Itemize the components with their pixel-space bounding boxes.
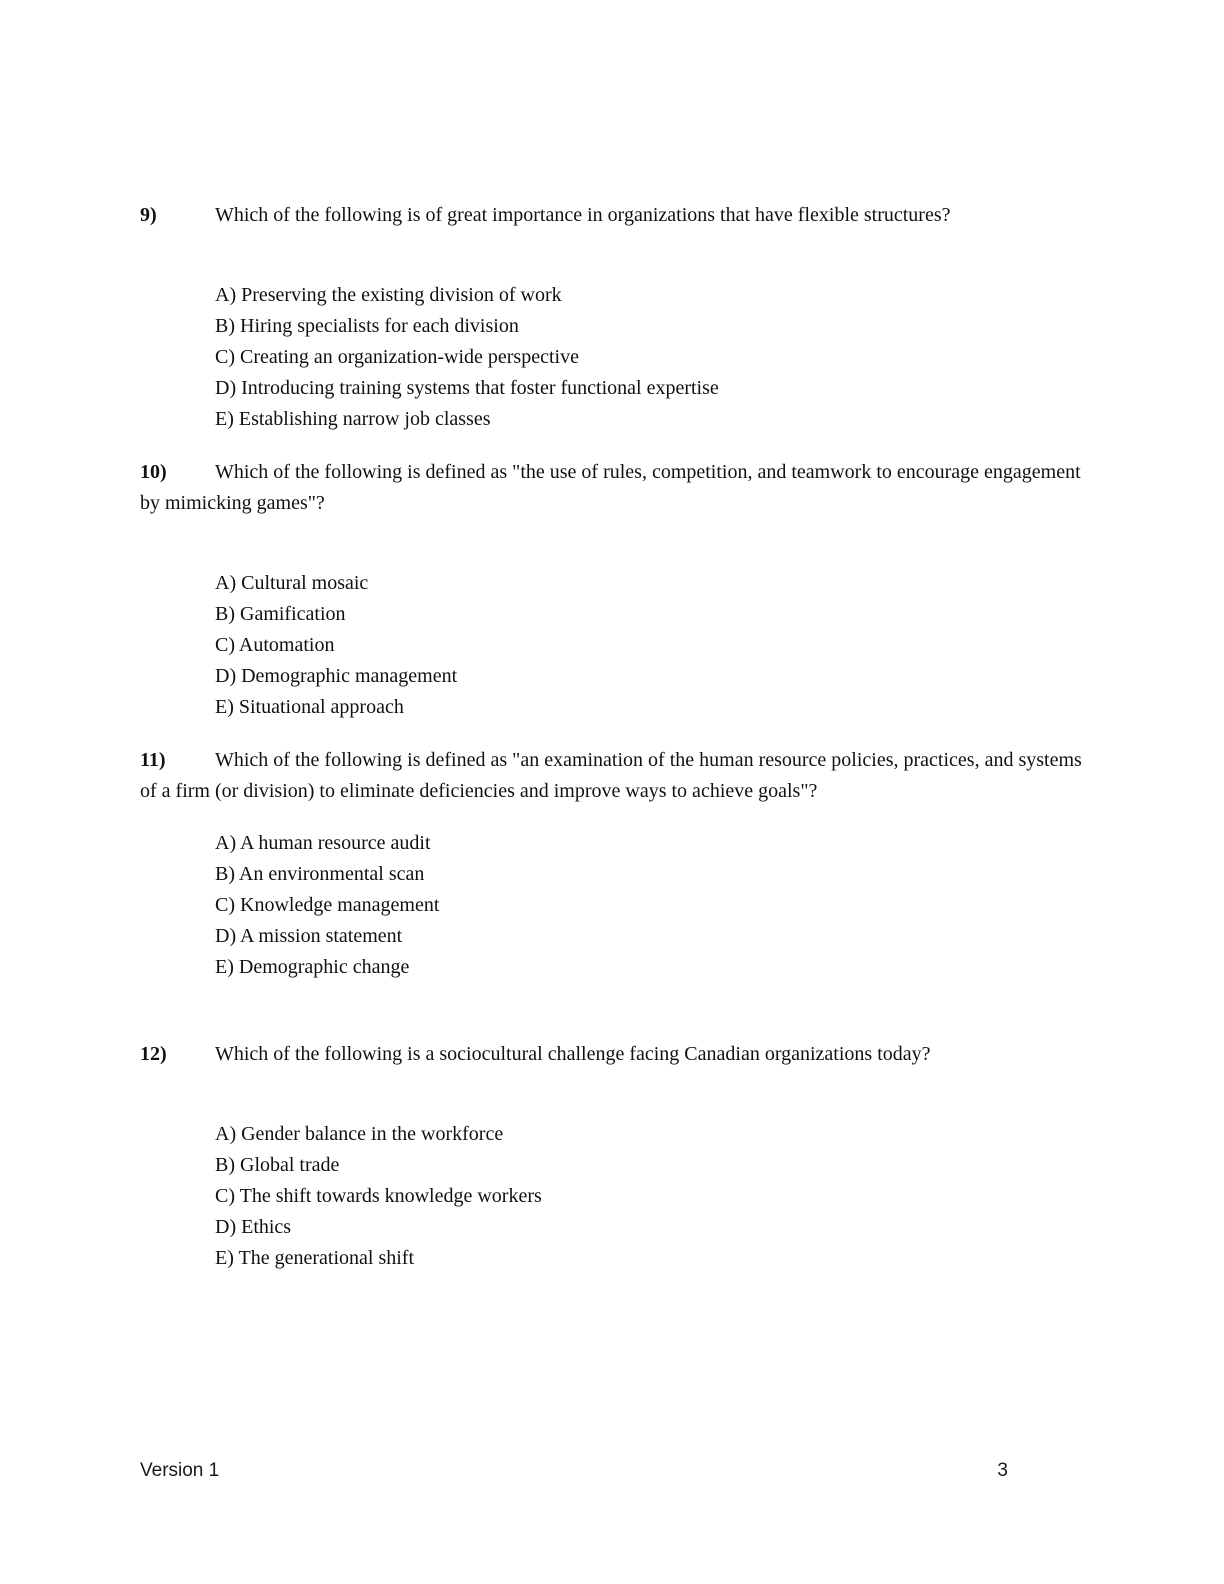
question-12-text-line [140, 1039, 1090, 1070]
question-12-options [140, 1119, 1090, 1274]
question-12-option-c: C) The shift towards knowledge workers [215, 1185, 542, 1207]
question-10-option-b: B) Gamification [215, 603, 346, 625]
question-11 [140, 745, 1090, 983]
question-9-option-d: D) Introducing training systems that foster functional expertise [215, 377, 719, 399]
question-11-option-b: B) An environmental scan [215, 863, 425, 885]
question-9 [140, 200, 1090, 435]
question-9-text: Which of the following is of great importance in organizations that have flexible structures? [215, 204, 951, 226]
question-10-text: Which of the following is defined as "the use of rules, competition, and teamwork to encourage engagement by mimicking games"? [140, 461, 1081, 514]
question-9-text-line [140, 200, 1090, 231]
question-12-option-b: B) Global trade [215, 1154, 340, 1176]
page-footer [140, 1460, 1008, 1482]
question-11-option-c: C) Knowledge management [215, 894, 440, 916]
question-10-option-d: D) Demographic management [215, 665, 458, 687]
question-11-text-line [140, 745, 1090, 807]
question-11-option-e: E) Demographic change [215, 956, 410, 978]
question-9-options [140, 280, 1090, 435]
question-10 [140, 457, 1090, 723]
question-10-text-line [140, 457, 1090, 519]
question-9-option-b: B) Hiring specialists for each division [215, 315, 519, 337]
question-11-number: 11) [140, 749, 166, 771]
question-12-option-d: D) Ethics [215, 1216, 292, 1238]
question-10-option-e: E) Situational approach [215, 696, 404, 718]
question-12-text: Which of the following is a sociocultural challenge facing Canadian organizations today? [215, 1043, 931, 1065]
question-11-option-d: D) A mission statement [215, 925, 403, 947]
question-10-option-a: A) Cultural mosaic [215, 572, 369, 594]
question-12-option-e: E) The generational shift [215, 1247, 415, 1269]
question-12-number: 12) [140, 1043, 167, 1065]
question-9-option-a: A) Preserving the existing division of work [215, 284, 562, 306]
footer-version-label: Version 1 [140, 1460, 220, 1481]
question-11-option-a: A) A human resource audit [215, 832, 431, 854]
question-10-options [140, 568, 1090, 723]
question-10-option-c: C) Automation [215, 634, 335, 656]
question-11-text: Which of the following is defined as "an examination of the human resource policies, practices, and systems of a firm (or division) to eliminate deficiencies and improve ways to achieve goals"? [140, 749, 1082, 802]
question-9-number: 9) [140, 204, 157, 226]
question-11-options [140, 828, 1090, 983]
question-9-option-e: E) Establishing narrow job classes [215, 408, 491, 430]
question-12 [140, 1039, 1090, 1274]
question-12-option-a: A) Gender balance in the workforce [215, 1123, 504, 1145]
question-9-option-c: C) Creating an organization-wide perspective [215, 346, 579, 368]
footer-page-number: 3 [997, 1460, 1008, 1481]
question-10-number: 10) [140, 461, 167, 483]
